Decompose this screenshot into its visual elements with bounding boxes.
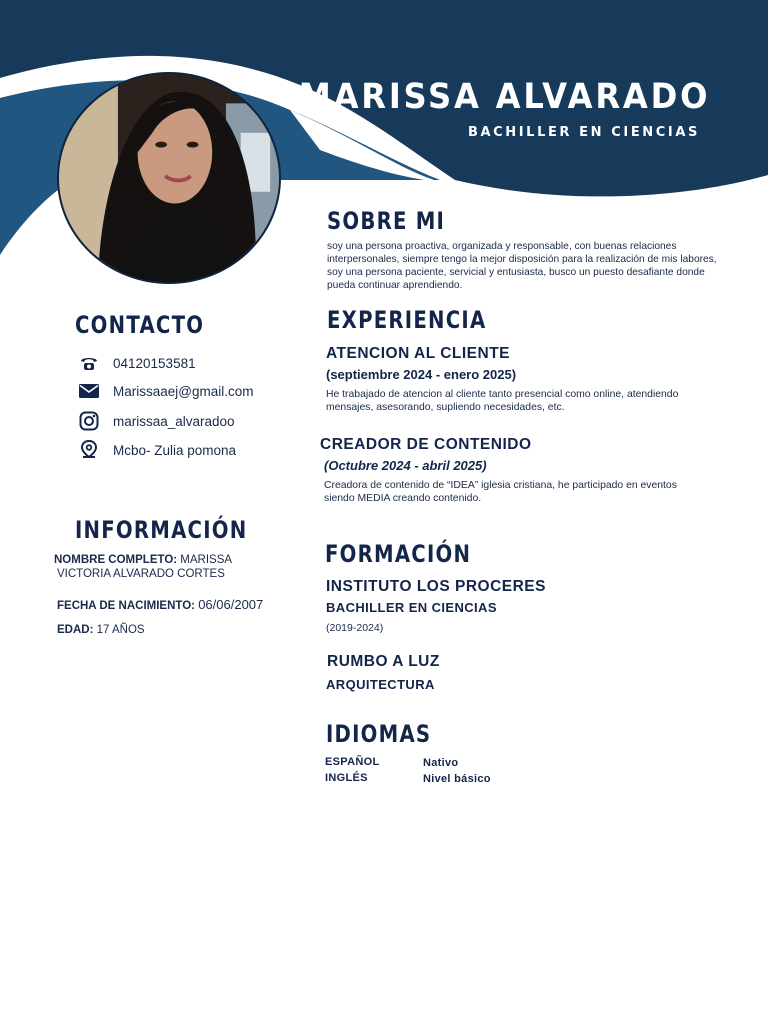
mail-icon: [78, 380, 100, 402]
contact-instagram[interactable]: [78, 410, 235, 432]
person-subtitle: BACHILLER EN CIENCIAS: [467, 125, 700, 140]
info-full-name-label: NOMBRE COMPLETO:: [54, 554, 178, 566]
phone-icon: [78, 352, 100, 374]
location-icon: [78, 439, 100, 461]
job-desc-1: He trabajado de atencion al cliente tanto presencial como online, atendiendo mensajes, asesorando, supliendo necesidades, etc.: [326, 389, 679, 413]
job-desc-2: Creadora de contenido de “IDEA” iglesia cristiana, he participado en eventos siendo MEDIA creando contenido.: [324, 480, 677, 504]
experience-title: EXPERIENCIA: [327, 306, 487, 334]
profile-photo: [57, 72, 281, 284]
about-text: soy una persona proactiva, organizada y responsable, con buenas relaciones interpersonales, siempre tengo la mejor disposición para la realización de mis labores, soy una persona paciente, servicial y entusiasta, busco un puesto desafiante donde pueda continuar aprendiendo.: [327, 241, 717, 291]
job-title-1: ATENCION AL CLIENTE: [326, 345, 511, 362]
school-degree-1: BACHILLER EN CIENCIAS: [326, 600, 497, 615]
info-full-name-cont: VICTORIA ALVARADO CORTES: [57, 568, 225, 580]
contact-email[interactable]: [78, 380, 254, 402]
contact-email-value: Marissaaej@gmail.com: [113, 383, 254, 399]
header-title-block: [263, 77, 710, 140]
instagram-icon: [78, 410, 100, 432]
info-age: [57, 623, 145, 638]
school-name-1: INSTITUTO LOS PROCERES: [326, 578, 546, 595]
school-years-1: (2019-2024): [326, 622, 384, 634]
contact-phone-value: 04120153581: [113, 355, 196, 371]
person-name: MARISSA ALVARADO: [298, 77, 710, 117]
language-name-1: ESPAÑOL: [325, 756, 380, 768]
languages-title: IDIOMAS: [326, 720, 432, 748]
contact-title: CONTACTO: [75, 311, 205, 339]
language-level-1: Nativo: [423, 757, 459, 769]
job-title-2: CREADOR DE CONTENIDO: [320, 436, 532, 453]
job-date-1: (septiembre 2024 - enero 2025): [326, 367, 517, 382]
contact-phone[interactable]: [78, 352, 196, 374]
info-full-name: [54, 553, 232, 568]
school-name-2: RUMBO A LUZ: [327, 653, 440, 670]
info-birth: [57, 597, 263, 614]
info-age-value: 17 AÑOS: [96, 624, 145, 636]
contact-instagram-value: marissaa_alvaradoo: [113, 413, 235, 429]
info-title: INFORMACIÓN: [75, 516, 248, 544]
info-birth-label: FECHA DE NACIMIENTO:: [57, 600, 195, 612]
school-degree-2: ARQUITECTURA: [326, 677, 435, 692]
contact-location-value: Mcbo- Zulia pomona: [113, 442, 237, 458]
education-title: FORMACIÓN: [325, 540, 472, 568]
language-level-2: Nivel básico: [423, 773, 491, 785]
info-birth-value: 06/06/2007: [198, 597, 264, 612]
job-date-2: (Octubre 2024 - abril 2025): [324, 458, 487, 473]
info-full-name-value-1: MARISSA: [180, 554, 233, 566]
language-name-2: INGLÉS: [325, 772, 368, 784]
about-title: SOBRE MI: [327, 207, 446, 235]
info-age-label: EDAD:: [57, 624, 94, 636]
contact-location[interactable]: [78, 439, 236, 461]
